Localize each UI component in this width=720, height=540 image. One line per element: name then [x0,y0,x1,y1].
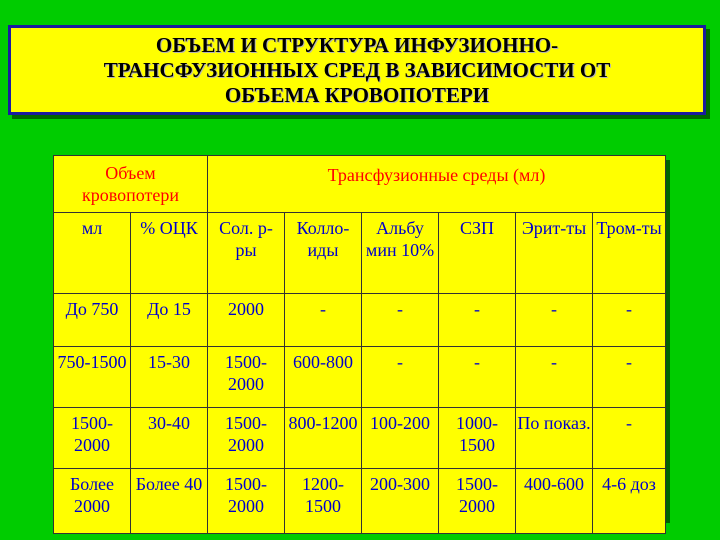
subheader-ml: мл [54,213,131,294]
subheader-erythrocytes: Эрит-ты [516,213,593,294]
table-cell: 1500-2000 [208,347,285,408]
table-cell: - [593,347,666,408]
transfusion-table-wrapper [53,155,665,518]
subheader-colloids: Колло-иды [285,213,362,294]
table-cell: - [593,294,666,347]
table-cell: 4-6 доз [593,469,666,534]
table-cell: - [362,294,439,347]
transfusion-table [53,155,666,534]
table-cell: Более 40 [131,469,208,534]
table-cell: - [516,294,593,347]
table-cell: По показ. [516,408,593,469]
table-cell: - [516,347,593,408]
table-cell: 1500-2000 [54,408,131,469]
subheader-albumin: Альбу мин 10% [362,213,439,294]
table-cell: 2000 [208,294,285,347]
header-blood-loss-volume: Объем кровопотери [54,156,208,213]
table-cell: 800-1200 [285,408,362,469]
subheader-occ: % ОЦК [131,213,208,294]
table-cell: До 750 [54,294,131,347]
table-cell: - [285,294,362,347]
table-cell: 1000-1500 [439,408,516,469]
table-row [54,408,666,469]
subheader-ffp: СЗП [439,213,516,294]
table-cell: Более 2000 [54,469,131,534]
table-cell: 200-300 [362,469,439,534]
table-cell: 1500-2000 [208,469,285,534]
table-cell: - [362,347,439,408]
table-cell: 1200-1500 [285,469,362,534]
table-cell: - [439,347,516,408]
header-row-2 [54,213,666,294]
table-cell: 600-800 [285,347,362,408]
subheader-solutions: Сол. р-ры [208,213,285,294]
title-line-3: ОБЪЕМА КРОВОПОТЕРИ [224,82,490,107]
table-cell: 15-30 [131,347,208,408]
title-line-2: ТРАНСФУЗИОННЫХ СРЕД В ЗАВИСИМОСТИ ОТ [103,57,611,82]
subheader-thrombocytes: Тром-ты [593,213,666,294]
table-cell: 750-1500 [54,347,131,408]
table-cell: 400-600 [516,469,593,534]
table-row [54,294,666,347]
table-cell: - [593,408,666,469]
title-banner [8,25,706,115]
header-transfusion-media: Трансфузионные среды (мл) [208,156,666,213]
table-cell: 30-40 [131,408,208,469]
table-cell: - [439,294,516,347]
table-cell: До 15 [131,294,208,347]
table-cell: 1500-2000 [439,469,516,534]
table-cell: 100-200 [362,408,439,469]
header-row-1 [54,156,666,213]
table-cell: 1500-2000 [208,408,285,469]
table-row [54,469,666,534]
table-row [54,347,666,408]
title-line-1: ОБЪЕМ И СТРУКТУРА ИНФУЗИОННО- [155,32,559,57]
